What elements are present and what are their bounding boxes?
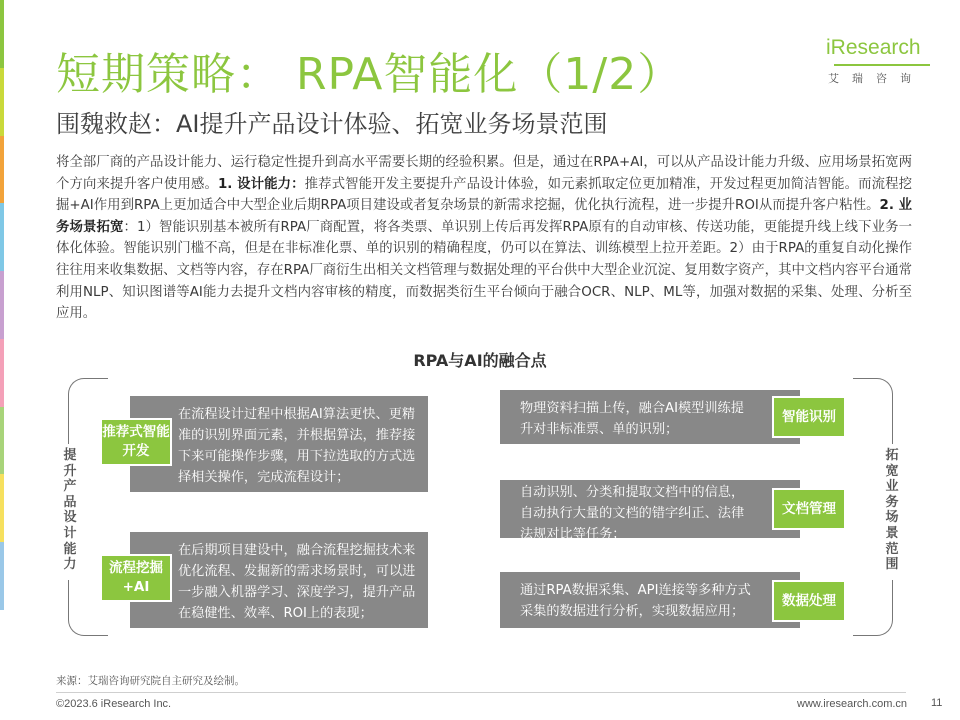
body-heading-design: 1. 设计能力： xyxy=(217,176,305,192)
body-design-text: 推荐式智能开发主要提升产品设计体验，如元素抓取定位更加精准，开发过程更加简洁智能。而流程挖掘+AI作用到RPA上更加适合中大型企业后期RPA项目建设或者复杂场景的新需求挖掘，优化执行流程，进一步提升ROI从而提升客户粘性。 xyxy=(56,176,912,214)
tag-smart-recognition: 智能识别 xyxy=(772,396,846,438)
body-intro: 将全部厂商的产品设计能力、运行稳定性提升到高水平需要长期的经验积累。但是，通过在RPA+AI，可以从产品设计能力升级、应用场景拓宽两个方向来提升客户使用感。 xyxy=(56,155,912,192)
logo-underline xyxy=(834,64,930,66)
source-note: 来源：艾瑞咨询研究院自主研究及绘制。 xyxy=(56,675,245,687)
right-vertical-label: 拓宽业务场景范围 xyxy=(885,448,899,573)
logo-text: iResearch xyxy=(826,36,921,59)
right-box-data xyxy=(500,572,800,628)
page-title: 短期策略： RPA智能化（1/2） xyxy=(56,49,683,100)
color-strip-segment xyxy=(0,271,4,339)
left-box-recommend-text: 在流程设计过程中根据AI算法更快、更精准的识别界面元素，并根据算法，推荐接下来可能操作步骤，用下拉选取的方式选择相关操作，完成流程设计； xyxy=(178,407,416,485)
website-link[interactable]: www.iresearch.com.cn xyxy=(797,698,908,710)
body-scenario-text: ：1）智能识别基本被所有RPA厂商配置，将各类票、单识别上传后再发挥RPA原有的自动审核、传送功能，更能提升线上线下业务一体化体验。智能识别门槛不高，但是在非标准化票、单的识别的精确程度，仍可以在算法、训练模型上拉开差距。2）由于RPA的重复自动化操作往往用来收集数据、文档等内容，存在RPA厂商衍生出相关文档管理与数据处理的平台供中大型企业沉淀、复用数字资产，其中文档内容平台通常利用NLP、知识图谱等AI能力去提升文档内容审核的精度，而数据类衍生平台倾向于融合OCR、NLP、ML等，加强对数据的采集、处理、分析至应用。 xyxy=(56,219,912,322)
tag-process-mining: 流程挖掘+AI xyxy=(100,554,172,602)
footer-divider xyxy=(56,692,906,693)
color-strip-segment xyxy=(0,203,4,271)
color-strip-segment xyxy=(0,474,4,542)
color-strip-segment xyxy=(0,542,4,610)
color-strip-segment xyxy=(0,0,4,68)
tag-data-processing: 数据处理 xyxy=(772,580,846,622)
page-subtitle: 围魏救赵：AI提升产品设计体验、拓宽业务场景范围 xyxy=(56,110,608,138)
right-box-data-text: 通过RPA数据采集、API连接等多种方式采集的数据进行分析，实现数据应用； xyxy=(520,583,751,619)
body-paragraph xyxy=(56,152,912,325)
copyright: ©2023.6 iResearch Inc. xyxy=(56,698,172,710)
left-box-process-mining xyxy=(130,532,428,628)
right-box-document-text: 自动识别、分类和提取文档中的信息，自动执行大量的文档的错字纠正、法律法规对比等任务； xyxy=(520,485,745,542)
left-box-recommend xyxy=(130,396,428,492)
color-strip-segment xyxy=(0,68,4,136)
left-vertical-label: 提升产品设计能力 xyxy=(63,448,77,573)
tag-document-management: 文档管理 xyxy=(772,488,846,530)
right-box-recognition xyxy=(500,390,800,444)
right-box-document xyxy=(500,480,800,542)
logo-subtext: 艾瑞咨询 xyxy=(828,72,924,85)
diagram-title: RPA与AI的融合点 xyxy=(413,351,547,370)
page-number: 11 xyxy=(931,697,943,709)
right-box-recognition-text: 物理资料扫描上传，融合AI模型训练提升对非标准票、单的识别； xyxy=(520,401,744,437)
tag-recommend-dev: 推荐式智能开发 xyxy=(100,418,172,466)
iresearch-logo xyxy=(826,36,930,90)
color-strip-segment xyxy=(0,136,4,204)
body-heading-scenario: 2. 业务场景拓宽 xyxy=(56,198,912,235)
left-box-process-mining-text: 在后期项目建设中，融合流程挖掘技术来优化流程、发掘新的需求场景时，可以进一步融入机器学习、深度学习，提升产品在稳健性、效率、ROI上的表现； xyxy=(178,543,416,621)
color-strip-segment xyxy=(0,407,4,475)
